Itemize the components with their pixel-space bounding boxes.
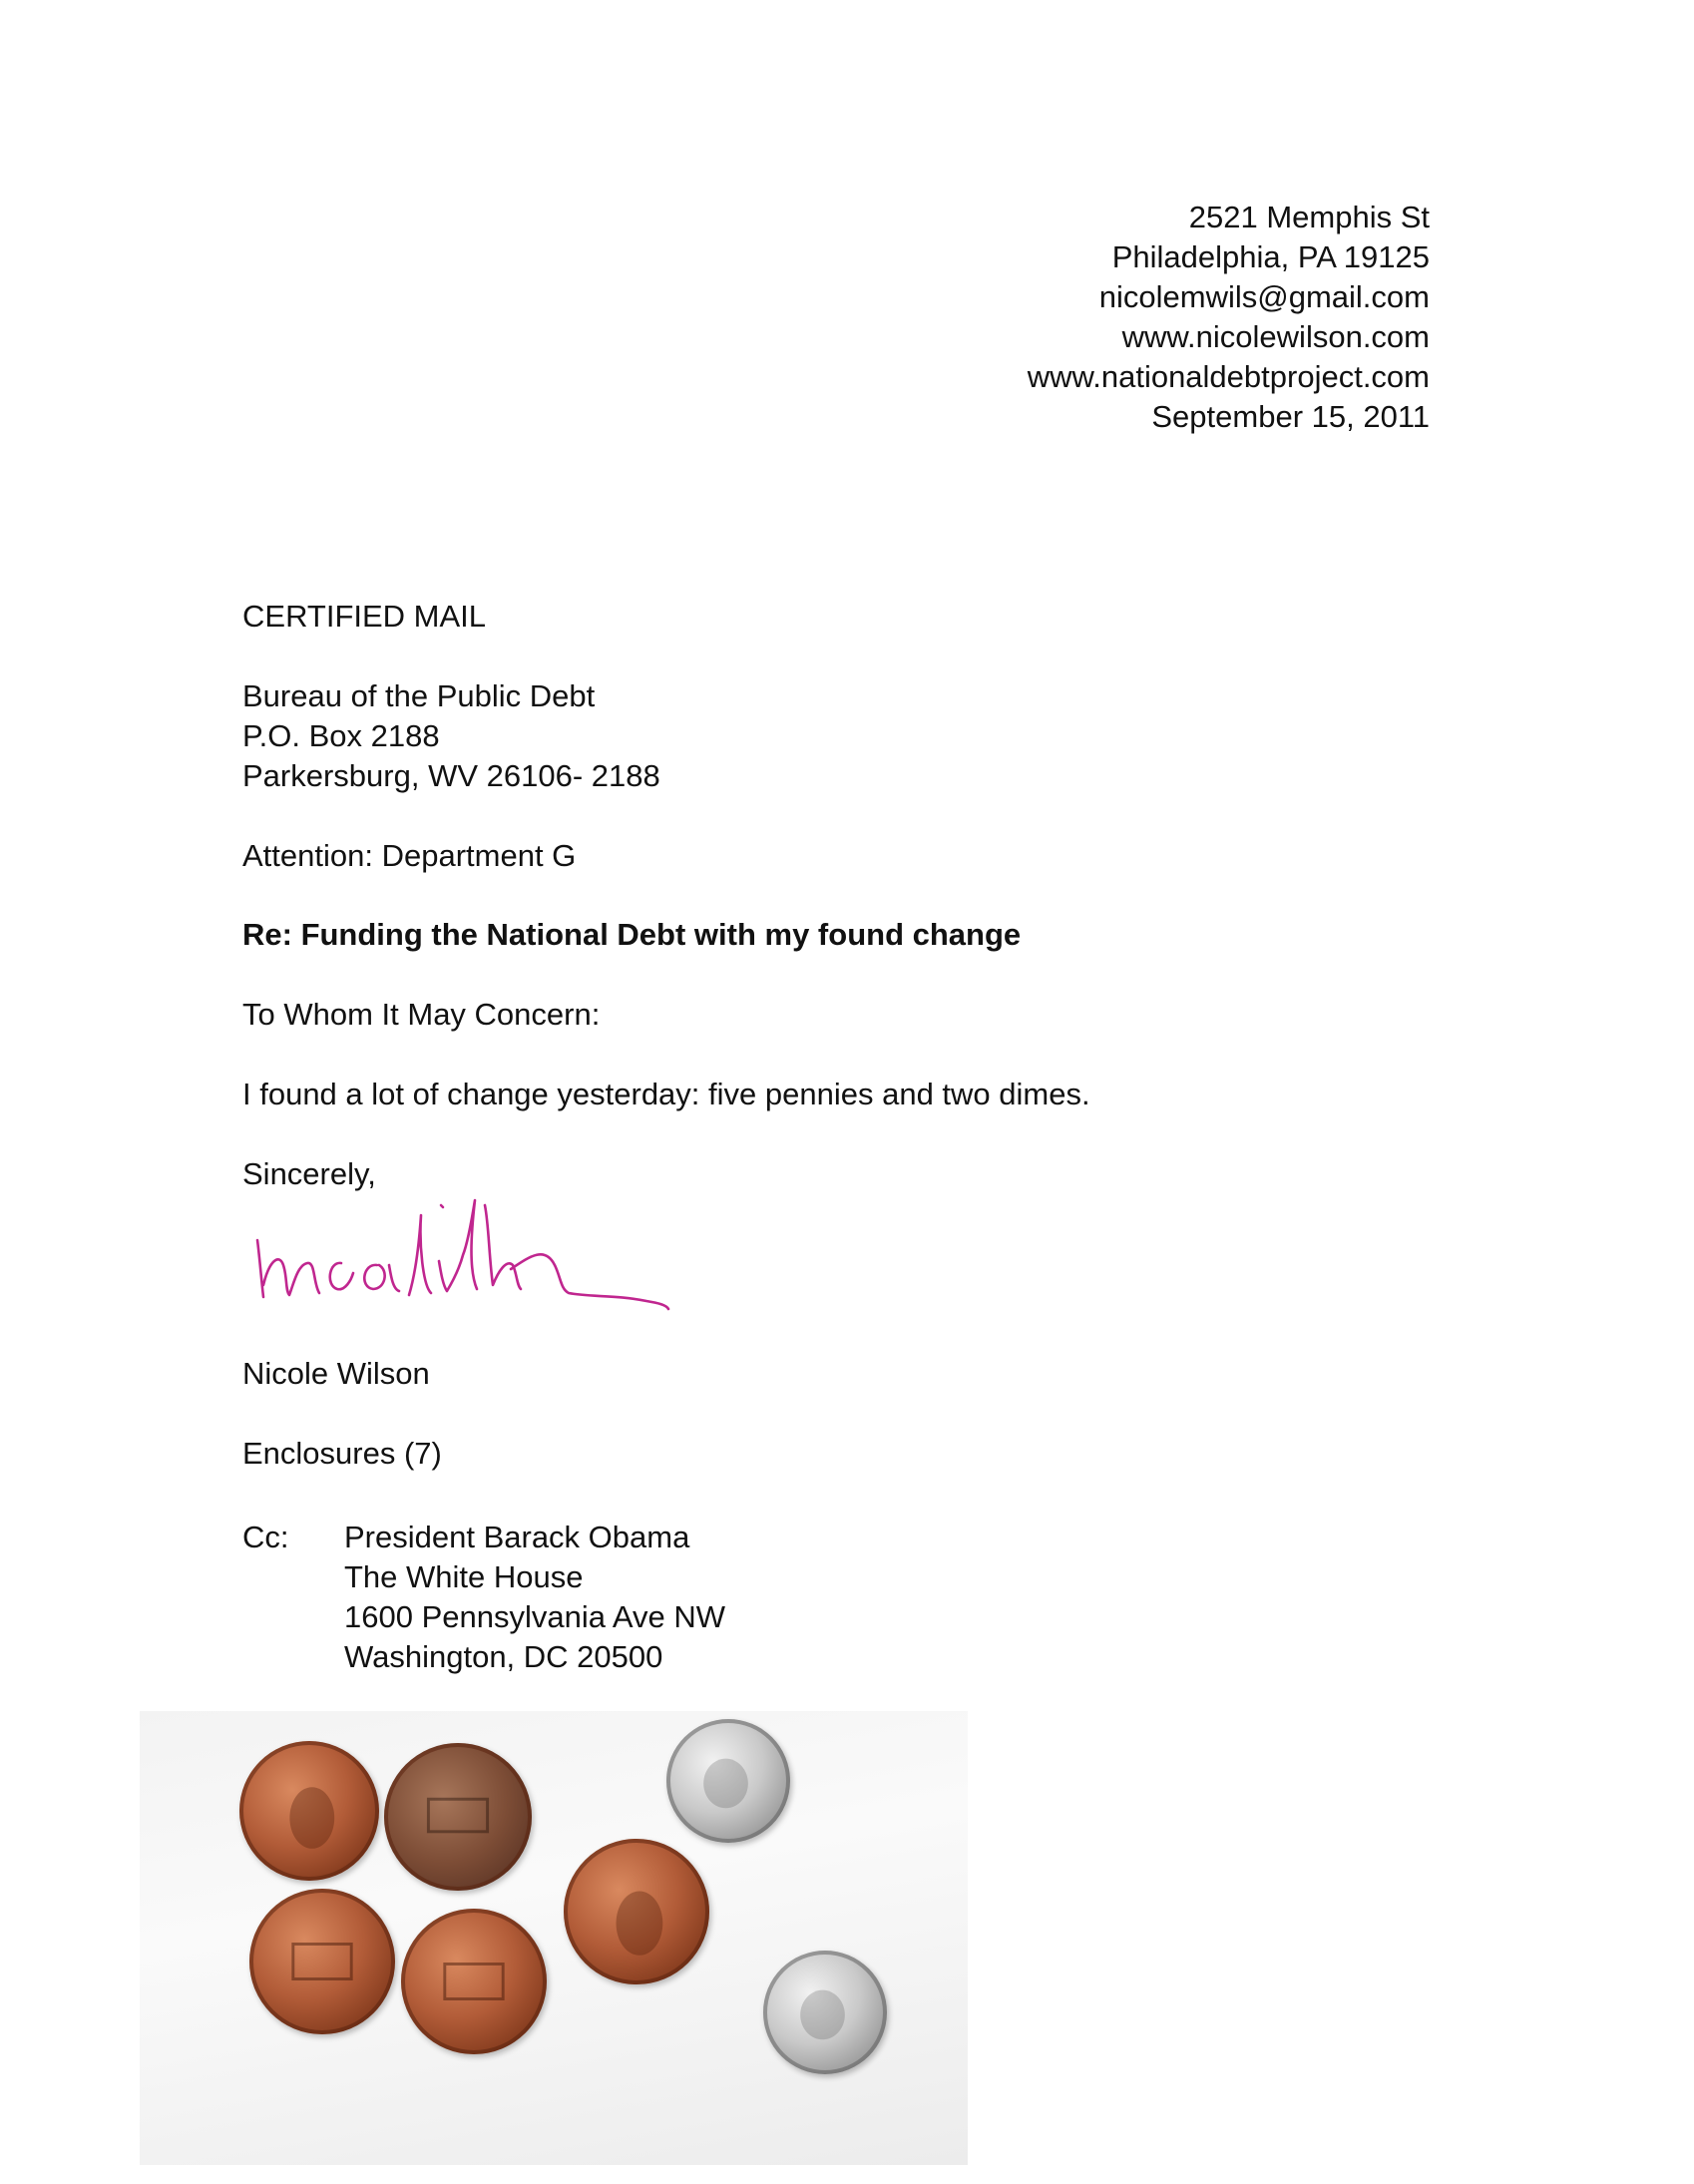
penny-coin <box>384 1743 532 1891</box>
penny-coin <box>239 1741 379 1881</box>
letter-date: September 15, 2011 <box>1151 399 1430 434</box>
subject-line: Re: Funding the National Debt with my found change <box>242 917 1022 952</box>
recipient-name: Bureau of the Public Debt <box>242 678 596 713</box>
enclosed-coins-photo <box>140 1711 968 2165</box>
sender-email: nicolemwils@gmail.com <box>1098 279 1430 314</box>
dime-coin <box>763 1951 887 2074</box>
cc-label: Cc: <box>242 1520 289 1554</box>
sender-street: 2521 Memphis St <box>1188 200 1430 234</box>
delivery-method: CERTIFIED MAIL <box>242 599 487 634</box>
project-website: www.nationaldebtproject.com <box>1027 359 1430 394</box>
salutation: To Whom It May Concern: <box>242 997 601 1032</box>
sender-address-block <box>1028 198 1430 437</box>
recipient-city-state-zip: Parkersburg, WV 26106- 2188 <box>242 758 660 793</box>
dime-coin <box>666 1719 790 1843</box>
cc-address-block <box>344 1518 725 1677</box>
sender-city-state-zip: Philadelphia, PA 19125 <box>1111 239 1430 274</box>
cc-organization: The White House <box>344 1559 584 1594</box>
recipient-address-block <box>242 676 660 796</box>
letter-body: I found a lot of change yesterday: five pennies and two dimes. <box>242 1077 1090 1111</box>
cc-street: 1600 Pennsylvania Ave NW <box>344 1599 725 1634</box>
recipient-po-box: P.O. Box 2188 <box>242 718 440 753</box>
penny-coin <box>249 1889 395 2034</box>
cc-city-state-zip: Washington, DC 20500 <box>344 1639 663 1674</box>
penny-coin <box>564 1839 709 1984</box>
cc-name: President Barack Obama <box>344 1520 690 1554</box>
enclosures-note: Enclosures (7) <box>242 1436 442 1471</box>
closing: Sincerely, <box>242 1156 376 1191</box>
penny-coin <box>401 1909 547 2054</box>
handwritten-signature <box>249 1185 698 1320</box>
sender-website: www.nicolewilson.com <box>1121 319 1430 354</box>
attention-line: Attention: Department G <box>242 838 577 873</box>
signer-name: Nicole Wilson <box>242 1356 430 1391</box>
